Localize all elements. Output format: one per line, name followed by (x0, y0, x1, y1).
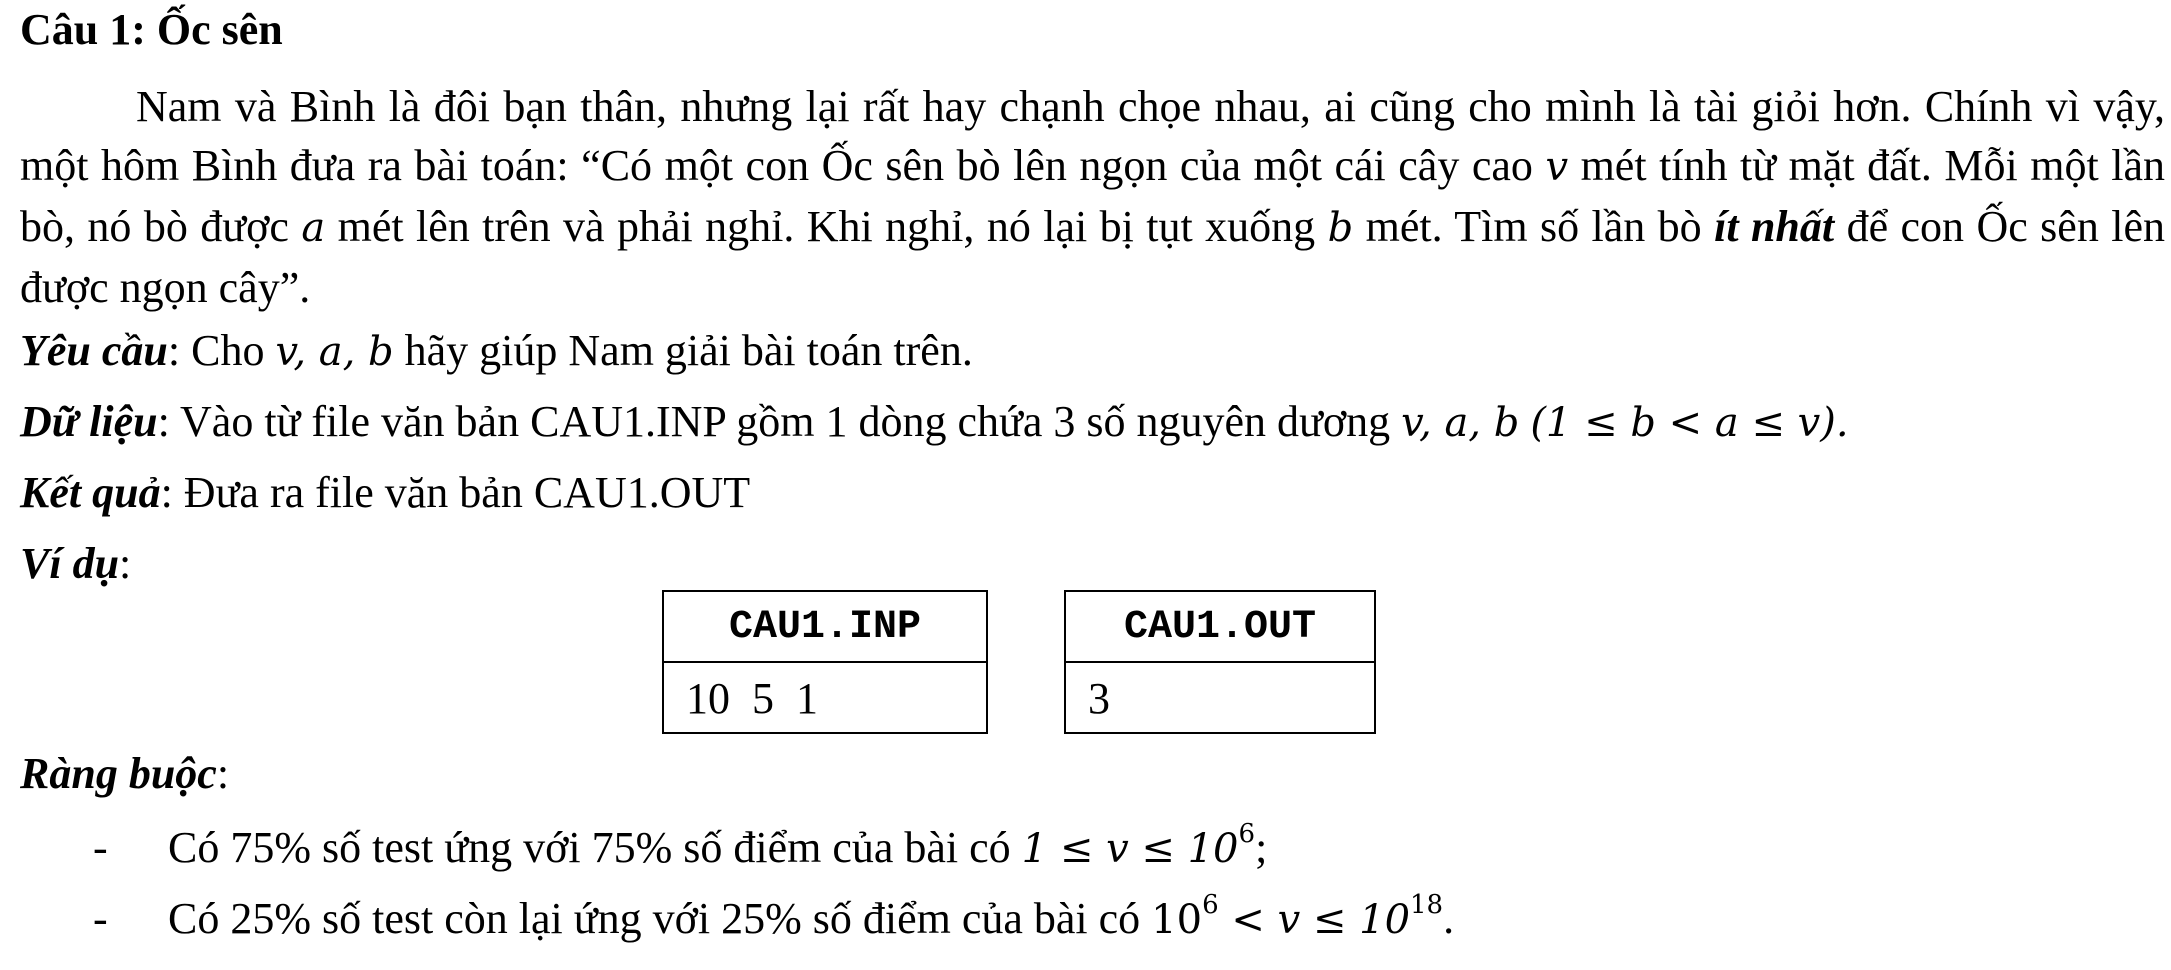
output-spec-line (20, 467, 750, 518)
input-spec-text: : Vào từ file văn bản CAU1.INP gồm 1 dòng chứa 3 số nguyên dương (157, 397, 1391, 446)
problem-title: Câu 1: Ốc sên (20, 5, 283, 54)
example-output-header: CAU1.OUT (1066, 592, 1374, 663)
constraints-line (20, 748, 229, 799)
requirement-line (20, 325, 973, 376)
constraint-1-math: 1 ≤ v ≤ 10 (1021, 826, 1239, 872)
example-output-value: 3 (1088, 674, 1110, 723)
statement-text-1: Nam và Bình là đôi bạn thân, nhưng lại rất hay chạnh chọe nhau, ai cũng cho mình là tài giỏi hơn. Chính vì vậy, một hôm Bình đưa ra bài toán: “Có một con Ốc sên bò lên ngọn của một cái cây cao (20, 82, 2165, 190)
var-v: v (1545, 144, 1569, 190)
input-spec-vars: v, a, b (1401, 400, 1520, 446)
constraint-2-text: Có 25% số test còn lại ứng với 25% số điểm của bài có (168, 894, 1141, 943)
constraint-2-exp-b: 18 (1410, 890, 1444, 921)
output-spec-text: : Đưa ra file văn bản CAU1.OUT (160, 468, 751, 517)
requirement-label: Yêu cầu (20, 326, 168, 375)
constraint-dash-2: - (93, 894, 108, 943)
example-suffix: : (119, 539, 132, 588)
var-a: a (301, 205, 326, 251)
input-spec-label: Dữ liệu (20, 397, 158, 446)
requirement-text-post: hãy giúp Nam giải bài toán trên. (404, 326, 973, 375)
constraint-dash-1: - (93, 823, 108, 872)
constraints-suffix: : (216, 749, 230, 798)
statement-text-5: để con Ốc sên lên được ngọn cây”. (20, 202, 2166, 312)
constraint-1-exp: 6 (1238, 819, 1256, 850)
input-spec-line (20, 396, 1849, 447)
constraint-2-math-b: < v ≤ 10 (1218, 897, 1411, 943)
statement-text-4: mét. Tìm số lần bò (1365, 202, 1702, 251)
constraint-2-end: . (1443, 894, 1455, 943)
constraint-item-1 (168, 819, 1268, 873)
statement-text-2: mét tính từ mặt đất. Mỗi một lần bò, nó bò được (20, 141, 2166, 251)
requirement-vars: v, a, b (275, 329, 394, 375)
requirement-text-pre: : Cho (167, 326, 265, 375)
constraint-1-text: Có 75% số test ứng với 75% số điểm của bài có (168, 823, 1011, 872)
constraint-item-2 (168, 890, 1455, 944)
var-b: b (1327, 205, 1354, 251)
example-input-header: CAU1.INP (664, 592, 986, 663)
example-input-value: 10 5 1 (686, 674, 818, 723)
example-output-table (1064, 590, 1376, 734)
example-line (20, 538, 131, 589)
constraint-2-exp-a: 6 (1202, 890, 1219, 921)
constraint-2-math-a: 10 (1151, 897, 1203, 943)
statement-text-3: mét lên trên và phải nghỉ. Khi nghỉ, nó lại bị tụt xuống (337, 202, 1316, 251)
constraint-1-end: ; (1255, 823, 1268, 872)
constraints-label: Ràng buộc (20, 749, 217, 798)
problem-statement (20, 77, 2165, 317)
input-spec-constraint: (1 ≤ b < a ≤ v). (1530, 400, 1849, 446)
example-input-table (662, 590, 988, 734)
output-spec-label: Kết quả (20, 468, 161, 517)
statement-emphasis: ít nhất (1714, 202, 1835, 251)
example-label: Ví dụ (20, 539, 120, 588)
